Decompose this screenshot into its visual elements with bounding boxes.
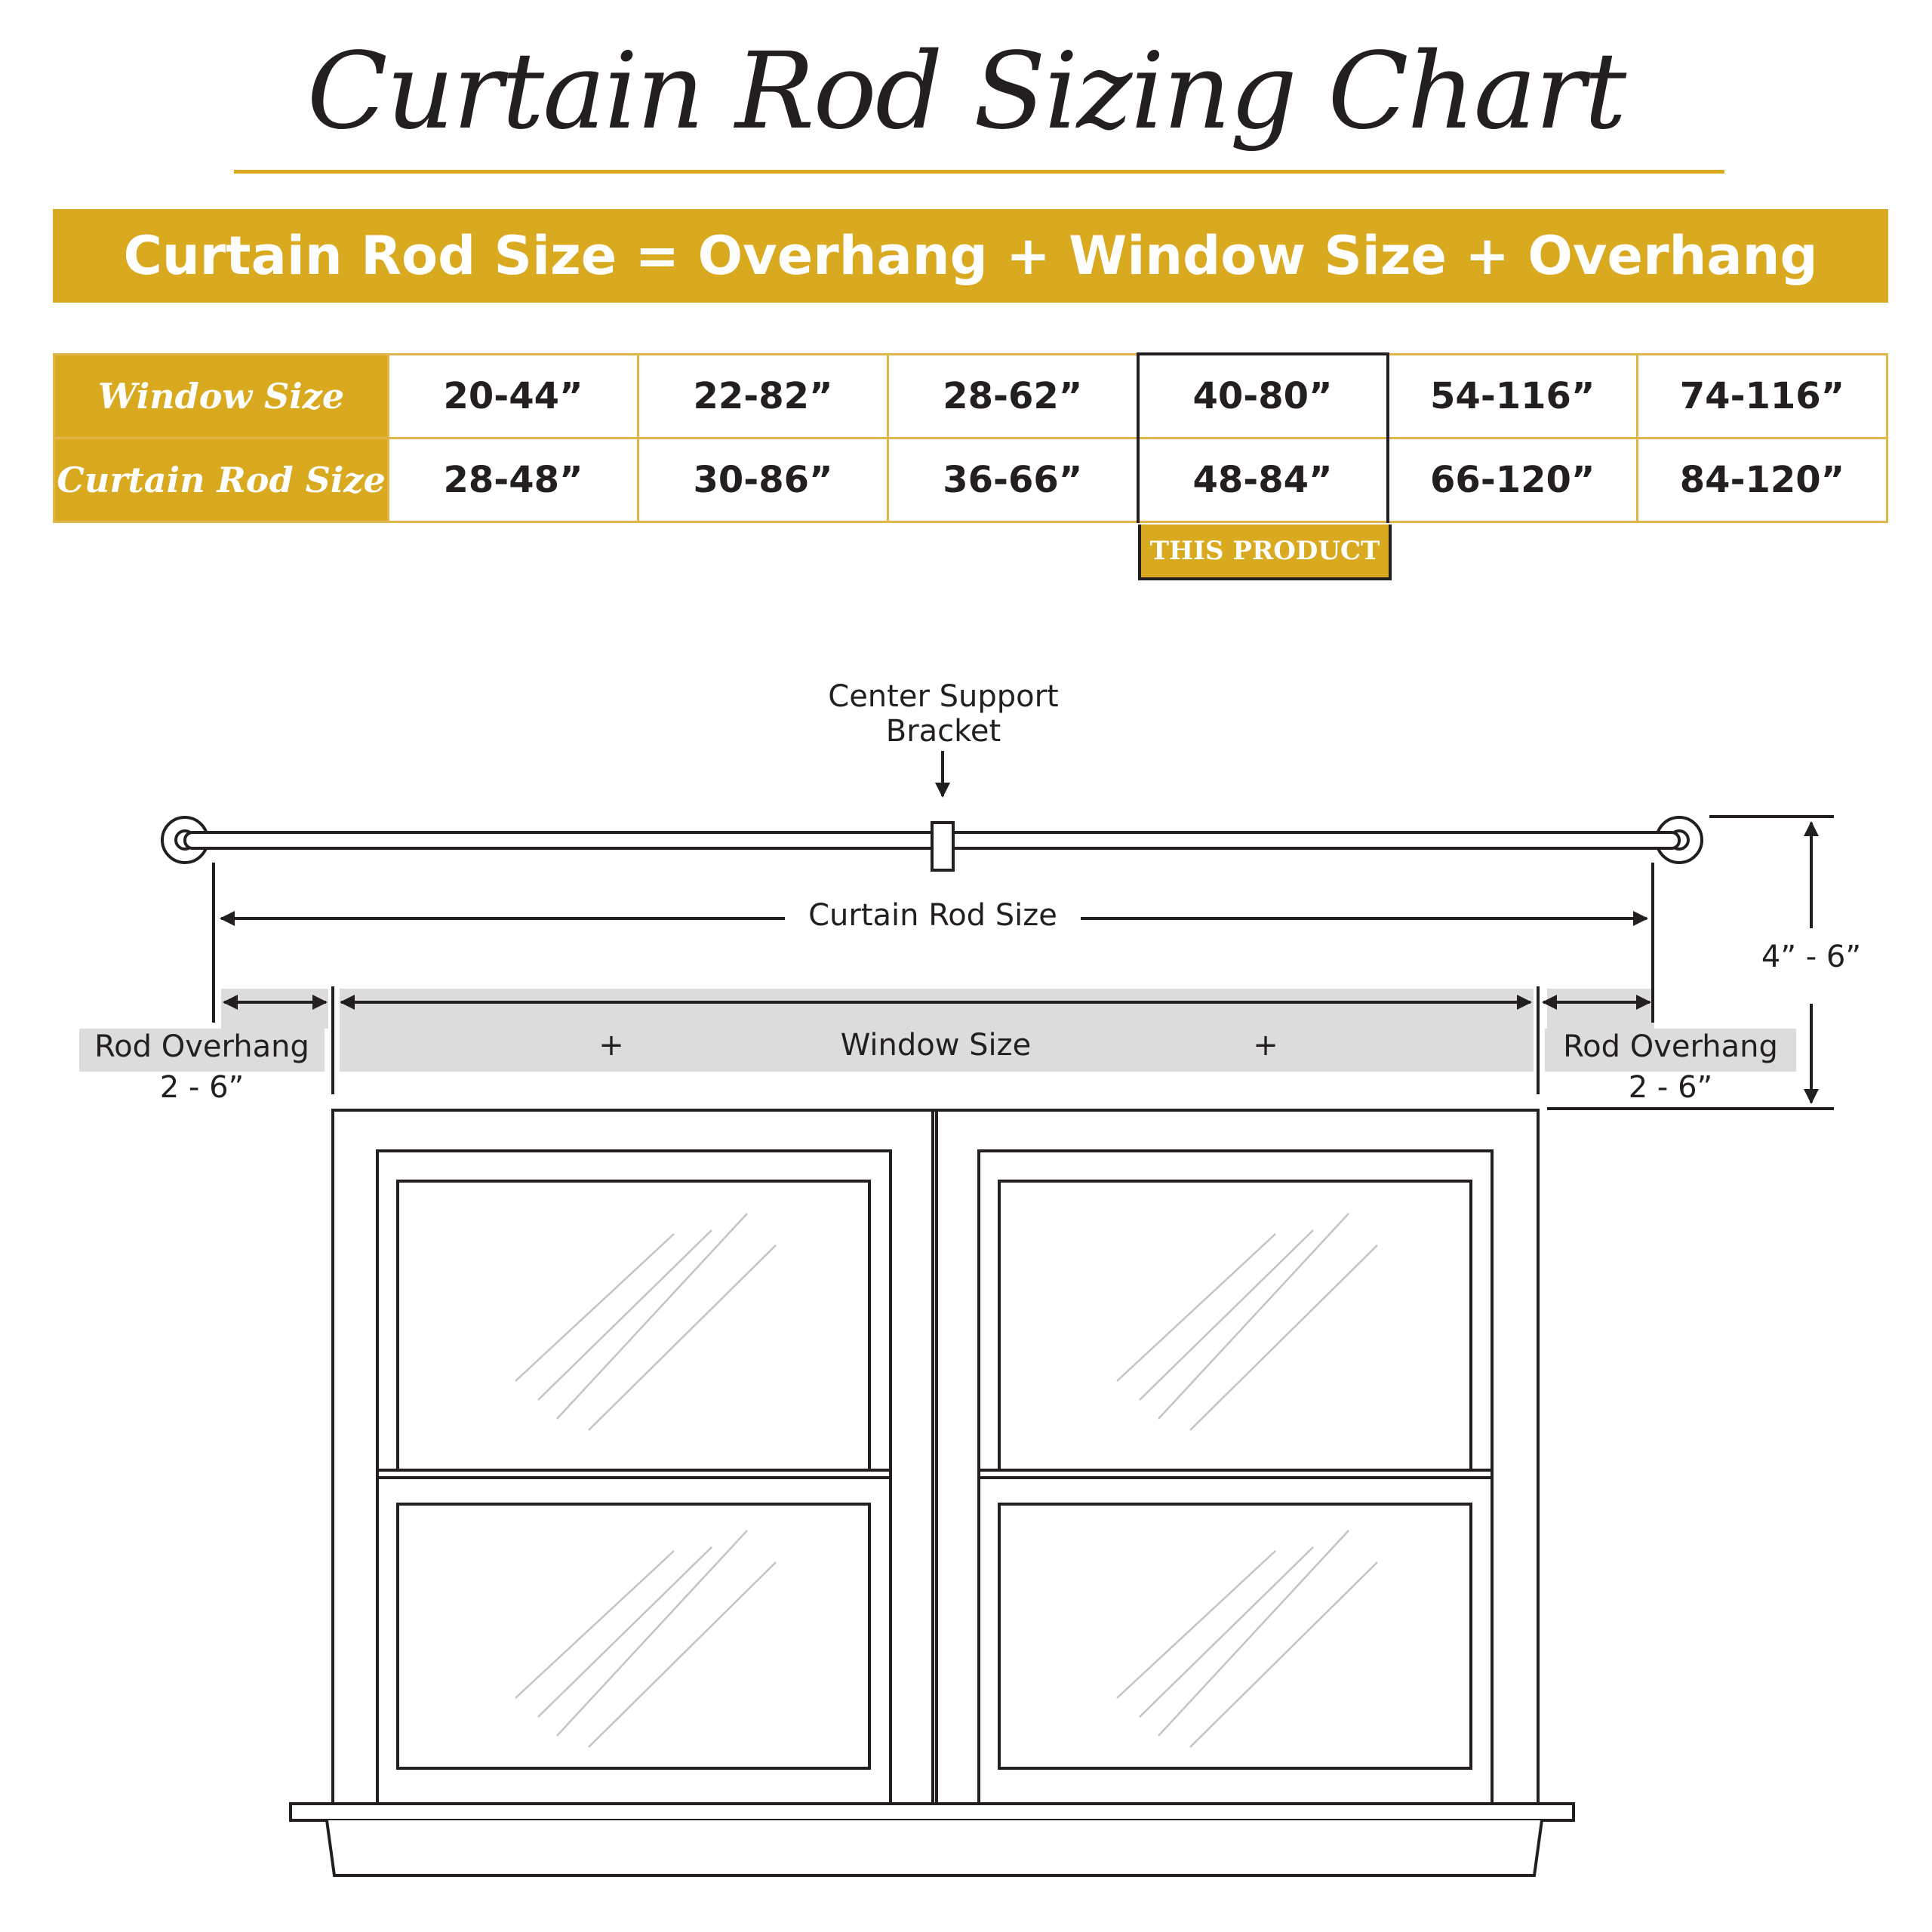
page-title: Curtain Rod Sizing Chart bbox=[306, 30, 1626, 153]
window-apron bbox=[327, 1820, 1542, 1875]
window-size-label: Window Size bbox=[840, 1028, 1032, 1063]
left-overhang-label: Rod Overhang bbox=[94, 1029, 309, 1064]
row-header-window-size: Window Size bbox=[54, 354, 389, 438]
left-overhang-band bbox=[221, 989, 328, 1029]
window-size-cell: 74-116” bbox=[1638, 354, 1887, 438]
height-range-label: 4” - 6” bbox=[1728, 940, 1894, 974]
rod-size-cell: 28-48” bbox=[389, 438, 638, 522]
center-support-label bbox=[792, 679, 1094, 749]
rod-size-cell: 30-86” bbox=[638, 438, 888, 522]
center-support-bracket bbox=[932, 823, 953, 870]
window-plus-right: + bbox=[1253, 1028, 1278, 1063]
curtain-rod bbox=[162, 817, 1702, 870]
right-overhang-band bbox=[1547, 989, 1654, 1029]
formula-text: Curtain Rod Size = Overhang + Window Size + Overhang bbox=[123, 225, 1818, 287]
rod-size-cell: 84-120” bbox=[1638, 438, 1887, 522]
this-product-badge: THIS PRODUCT bbox=[1138, 525, 1392, 580]
window-size-cell: 28-62” bbox=[888, 354, 1138, 438]
center-support-label-line2: Bracket bbox=[885, 714, 1001, 749]
window bbox=[291, 1110, 1574, 1875]
curtain-rod-size-label: Curtain Rod Size bbox=[808, 898, 1057, 933]
window-size-cell: 22-82” bbox=[638, 354, 888, 438]
center-support-label-line1: Center Support bbox=[828, 679, 1059, 714]
right-overhang-label: Rod Overhang bbox=[1563, 1029, 1778, 1064]
rod-size-cell: 36-66” bbox=[888, 438, 1138, 522]
window-size-cell-highlighted: 40-80” bbox=[1138, 354, 1388, 438]
window-size-cell: 54-116” bbox=[1388, 354, 1638, 438]
window-size-cell: 20-44” bbox=[389, 354, 638, 438]
row-header-rod-size: Curtain Rod Size bbox=[54, 438, 389, 522]
window-sill bbox=[291, 1804, 1574, 1820]
right-overhang-range: 2 - 6” bbox=[1628, 1070, 1713, 1105]
rod-size-cell: 66-120” bbox=[1388, 438, 1638, 522]
left-overhang-range: 2 - 6” bbox=[159, 1070, 245, 1105]
rod-size-cell-highlighted: 48-84” bbox=[1138, 438, 1388, 522]
window-plus-left: + bbox=[598, 1028, 624, 1063]
